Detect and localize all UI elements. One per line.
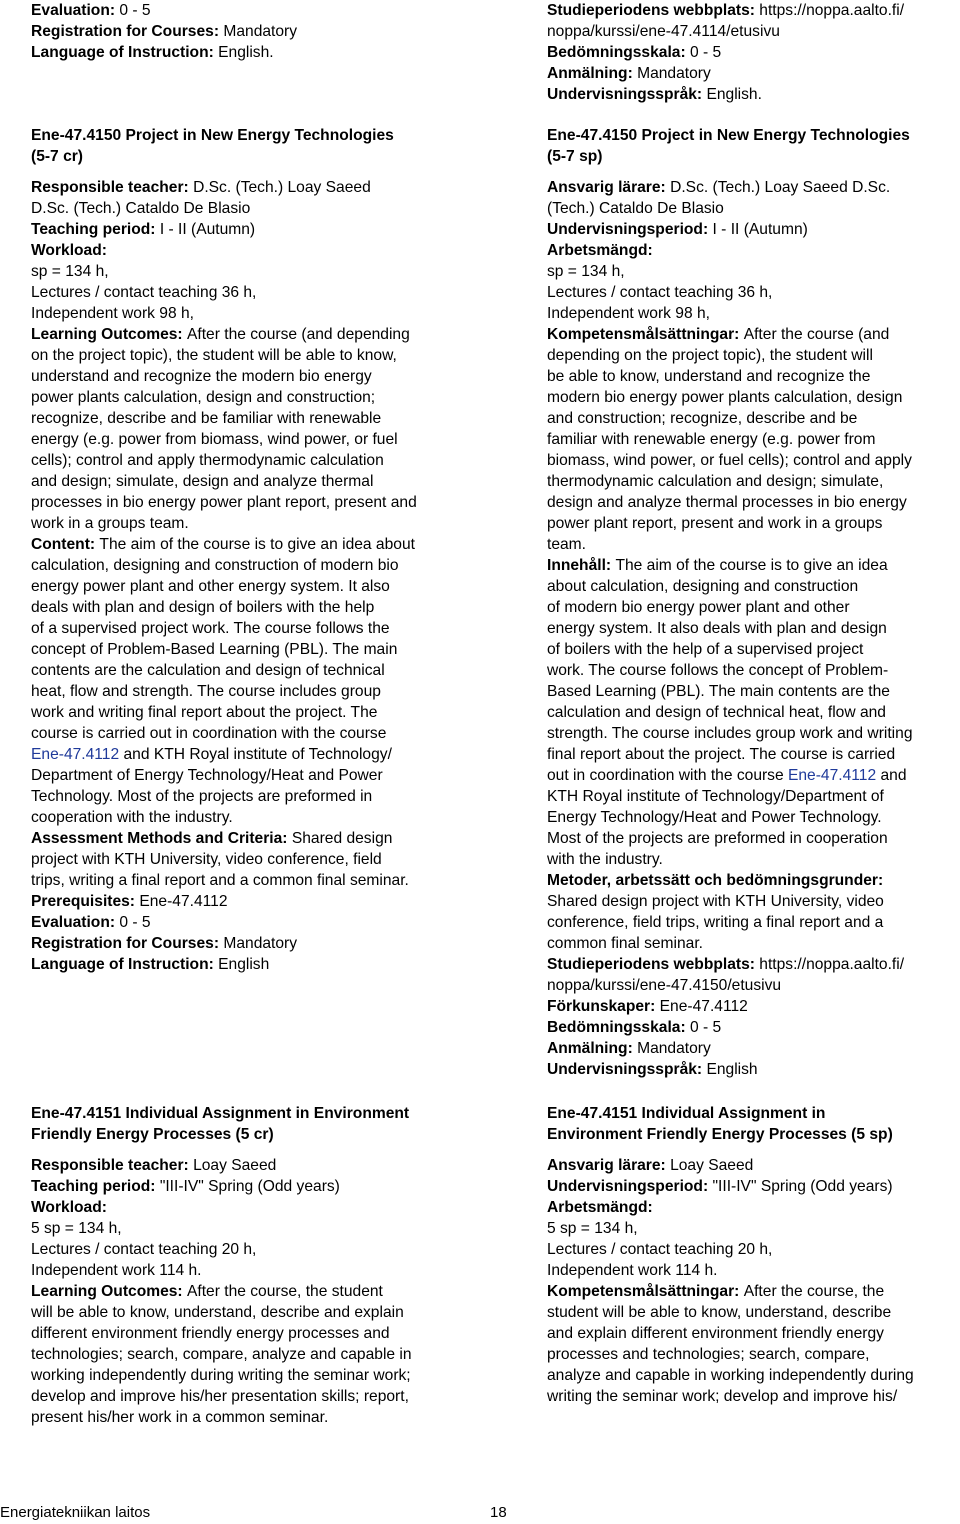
text-line xyxy=(547,849,959,870)
text-line xyxy=(31,534,471,555)
text-line xyxy=(547,513,959,534)
text-line xyxy=(31,408,471,429)
course-title-line: Ene-47.4151 Individual Assignment in xyxy=(547,1105,826,1122)
field-value: deals with plan and design of boilers with the help xyxy=(31,599,375,616)
field-label: Workload: xyxy=(31,1199,107,1216)
field-value: different environment friendly energy processes and xyxy=(31,1325,390,1342)
field-value: develop and improve his/her presentation skills; report, xyxy=(31,1388,409,1405)
text-line xyxy=(31,42,471,63)
course-title-ene-47-4150-en xyxy=(31,125,471,167)
field-label: Prerequisites: xyxy=(31,893,140,910)
text-line xyxy=(31,177,471,198)
text-line xyxy=(31,198,471,219)
field-value: thermodynamic calculation and design; simulate, xyxy=(547,473,884,490)
field-value: of modern bio energy power plant and other xyxy=(547,599,850,616)
text-line xyxy=(31,1386,471,1407)
field-label: Ansvarig lärare: xyxy=(547,1157,671,1174)
field-value: Lectures / contact teaching 36 h, xyxy=(31,284,257,301)
field-label: Studieperiodens webbplats: xyxy=(547,956,760,973)
text-line xyxy=(31,828,471,849)
field-value: and explain different environment friendly energy xyxy=(547,1325,884,1342)
field-label: Workload: xyxy=(31,242,107,259)
field-value: D.Sc. (Tech.) Loay Saeed D.Sc. xyxy=(670,179,891,196)
field-label: Responsible teacher: xyxy=(31,179,194,196)
text-line xyxy=(31,240,471,261)
field-value: trips, writing a final report and a common final seminar. xyxy=(31,872,409,889)
field-value: Lectures / contact teaching 20 h, xyxy=(31,1241,257,1258)
course-title-line: Friendly Energy Processes (5 cr) xyxy=(31,1126,274,1143)
text-line xyxy=(547,303,959,324)
text-line xyxy=(547,1176,959,1197)
text-line xyxy=(547,765,959,786)
field-value: Energy Technology/Heat and Power Technology. xyxy=(547,809,882,826)
field-value: project with KTH University, video conference, field xyxy=(31,851,382,868)
text-line xyxy=(31,324,471,345)
text-line xyxy=(31,870,471,891)
field-value: Loay Saeed xyxy=(193,1157,277,1174)
field-label: Content: xyxy=(31,536,100,553)
text-line xyxy=(31,723,471,744)
field-label: Undervisningsperiod: xyxy=(547,221,713,238)
field-label: Assessment Methods and Criteria: xyxy=(31,830,292,847)
course-code-link[interactable]: Ene-47.4112 xyxy=(31,746,120,763)
text-line xyxy=(547,954,959,975)
text-line xyxy=(547,1059,959,1080)
field-value: calculation and design of technical heat, flow and xyxy=(547,704,886,721)
text-line xyxy=(547,1197,959,1218)
text-line xyxy=(547,933,959,954)
field-value: English. xyxy=(706,86,762,103)
text-line xyxy=(31,450,471,471)
field-value: Ene-47.4112 xyxy=(659,998,748,1015)
field-label: Bedömningsskala: xyxy=(547,1019,690,1036)
text-line xyxy=(547,786,959,807)
field-value: Mandatory xyxy=(223,935,298,952)
field-label: Teaching period: xyxy=(31,1178,160,1195)
field-value: The aim of the course is to give an idea about xyxy=(99,536,415,553)
field-value: KTH Royal institute of Technology/Department of xyxy=(547,788,884,805)
field-label: Ansvarig lärare: xyxy=(547,179,671,196)
field-label: Responsible teacher: xyxy=(31,1157,194,1174)
field-value: Mandatory xyxy=(637,65,711,82)
field-value: student will be able to know, understand, describe xyxy=(547,1304,892,1321)
field-value: common final seminar. xyxy=(547,935,703,952)
text-line xyxy=(547,471,959,492)
field-value: concept of Problem-Based Learning (PBL). The main xyxy=(31,641,398,658)
field-value: 0 - 5 xyxy=(689,44,722,61)
field-value: Department of Energy Technology/Heat and Power xyxy=(31,767,383,784)
field-value: depending on the project topic), the student will xyxy=(547,347,873,364)
field-value: noppa/kurssi/ene-47.4150/etusivu xyxy=(547,977,782,994)
field-value: cooperation with the industry. xyxy=(31,809,233,826)
field-value: processes and technologies; search, compare, xyxy=(547,1346,870,1363)
text-line xyxy=(31,933,471,954)
field-value: energy system. It also deals with plan and design xyxy=(547,620,887,637)
field-value: English xyxy=(706,1061,758,1078)
text-line xyxy=(547,681,959,702)
text-line xyxy=(547,0,959,21)
field-value: final report about the project. The course is carried xyxy=(547,746,896,763)
field-label: Learning Outcomes: xyxy=(31,1283,187,1300)
field-label: Innehåll: xyxy=(547,557,616,574)
text-line xyxy=(547,345,959,366)
text-line xyxy=(31,765,471,786)
field-value: course is carried out in coordination with the course xyxy=(31,725,387,742)
field-value: recognize, describe and be familiar with renewable xyxy=(31,410,382,427)
text-line xyxy=(31,576,471,597)
text-line xyxy=(547,84,959,105)
field-value: team. xyxy=(547,536,586,553)
text-line xyxy=(547,261,959,282)
field-value: contents are the calculation and design of technical xyxy=(31,662,385,679)
field-value: power plants calculation, design and construction; xyxy=(31,389,376,406)
text-line xyxy=(31,1197,471,1218)
field-value: and construction; recognize, describe and be xyxy=(547,410,858,427)
field-value: heat, flow and strength. The course includes group xyxy=(31,683,381,700)
text-line xyxy=(31,387,471,408)
text-line xyxy=(31,366,471,387)
text-line xyxy=(547,912,959,933)
text-line xyxy=(547,597,959,618)
field-value: cells); control and apply thermodynamic calculation xyxy=(31,452,384,469)
text-line xyxy=(31,513,471,534)
field-value: I - II (Autumn) xyxy=(712,221,808,238)
footer-department: Energiatekniikan laitos xyxy=(0,1504,151,1521)
text-line xyxy=(31,1344,471,1365)
field-value: (Tech.) Cataldo De Blasio xyxy=(547,200,724,217)
field-label: Language of Instruction: xyxy=(31,956,219,973)
field-value: writing the seminar work; develop and improve his/ xyxy=(547,1388,898,1405)
course-title-ene-47-4151-sv xyxy=(547,1103,959,1145)
field-value: noppa/kurssi/ene-47.4114/etusivu xyxy=(547,23,780,40)
text-line xyxy=(547,366,959,387)
text-line xyxy=(547,282,959,303)
text-line xyxy=(31,1239,471,1260)
field-value: Independent work 98 h, xyxy=(547,305,710,322)
field-value: 5 sp = 134 h, xyxy=(31,1220,122,1237)
text-line xyxy=(31,219,471,240)
field-label: Evaluation: xyxy=(31,2,120,19)
field-value: Shared design xyxy=(291,830,393,847)
text-line xyxy=(31,282,471,303)
field-value: work in a groups team. xyxy=(31,515,189,532)
text-line xyxy=(547,387,959,408)
text-line xyxy=(31,345,471,366)
text-line xyxy=(31,1155,471,1176)
course-details-ene-47-4151-en xyxy=(31,1155,471,1428)
field-value: work. The course follows the concept of Problem- xyxy=(547,662,889,679)
course-title-line: Ene-47.4150 Project in New Energy Technologies xyxy=(547,127,910,144)
field-value: English xyxy=(218,956,270,973)
text-line xyxy=(547,324,959,345)
field-label: Language of Instruction: xyxy=(31,44,219,61)
field-value: energy power plant and other energy system. It also xyxy=(31,578,390,595)
field-value: Independent work 114 h. xyxy=(31,1262,202,1279)
text-line xyxy=(547,618,959,639)
field-value: sp = 134 h, xyxy=(31,263,109,280)
field-label: Bedömningsskala: xyxy=(547,44,690,61)
field-value: The aim of the course is to give an idea xyxy=(615,557,888,574)
text-line xyxy=(31,1407,471,1428)
field-value: 0 - 5 xyxy=(689,1019,722,1036)
field-value: strength. The course includes group work and writing xyxy=(547,725,913,742)
text-line xyxy=(31,639,471,660)
field-value: 5 sp = 134 h, xyxy=(547,1220,638,1237)
text-line xyxy=(547,891,959,912)
field-value: Shared design project with KTH University, video xyxy=(547,893,884,910)
field-label: Arbetsmängd: xyxy=(547,242,653,259)
field-label: Metoder, arbetssätt och bedömningsgrunder: xyxy=(547,872,884,889)
text-line xyxy=(547,63,959,84)
field-value: English. xyxy=(218,44,274,61)
field-value: Technology. Most of the projects are preformed in xyxy=(31,788,373,805)
field-value: D.Sc. (Tech.) Loay Saeed xyxy=(193,179,371,196)
course-title-line: (5-7 sp) xyxy=(547,148,603,165)
field-value: with the industry. xyxy=(547,851,663,868)
field-label: Undervisningsperiod: xyxy=(547,1178,713,1195)
text-line xyxy=(31,0,471,21)
text-line xyxy=(31,429,471,450)
text-line xyxy=(547,1323,959,1344)
text-line xyxy=(31,744,471,765)
text-line xyxy=(31,786,471,807)
field-value: will be able to know, understand, describe and explain xyxy=(31,1304,404,1321)
text-line xyxy=(31,555,471,576)
text-line xyxy=(547,240,959,261)
text-line xyxy=(31,1218,471,1239)
text-line xyxy=(31,261,471,282)
field-label: Learning Outcomes: xyxy=(31,326,187,343)
text-line xyxy=(31,660,471,681)
text-line xyxy=(547,702,959,723)
text-line xyxy=(31,1323,471,1344)
course-title-line: Environment Friendly Energy Processes (5 sp) xyxy=(547,1126,893,1143)
field-value: familiar with renewable energy (e.g. power from xyxy=(547,431,876,448)
field-value: and xyxy=(876,767,907,784)
field-label: Kompetensmålsättningar: xyxy=(547,326,744,343)
text-line xyxy=(547,660,959,681)
field-value: analyze and capable in working independently during xyxy=(547,1367,914,1384)
text-line xyxy=(547,639,959,660)
field-value: work and writing final report about the project. The xyxy=(31,704,378,721)
course-title-ene-47-4151-en xyxy=(31,1103,471,1145)
field-value: After the course, the xyxy=(743,1283,885,1300)
field-value: out in coordination with the course xyxy=(547,767,788,784)
field-label: Undervisningsspråk: xyxy=(547,1061,707,1078)
text-line xyxy=(547,555,959,576)
field-value: Based Learning (PBL). The main contents are the xyxy=(547,683,890,700)
text-line xyxy=(31,303,471,324)
field-value: 0 - 5 xyxy=(119,2,151,19)
right-top-info xyxy=(547,0,959,105)
text-line xyxy=(547,1155,959,1176)
course-title-line: (5-7 cr) xyxy=(31,148,83,165)
text-line xyxy=(547,1302,959,1323)
text-line xyxy=(31,912,471,933)
text-line xyxy=(547,1344,959,1365)
field-value: Lectures / contact teaching 36 h, xyxy=(547,284,773,301)
field-value: design and analyze thermal processes in bio energy xyxy=(547,494,907,511)
course-title-line: Ene-47.4150 Project in New Energy Technologies xyxy=(31,127,394,144)
field-value: Independent work 114 h. xyxy=(547,1262,718,1279)
field-value: After the course (and xyxy=(743,326,890,343)
text-line xyxy=(547,1017,959,1038)
field-value: D.Sc. (Tech.) Cataldo De Blasio xyxy=(31,200,251,217)
text-line xyxy=(31,21,471,42)
field-label: Förkunskaper: xyxy=(547,998,660,1015)
field-value: of a supervised project work. The course follows the xyxy=(31,620,390,637)
text-line xyxy=(31,702,471,723)
field-value: biomass, wind power, or fuel cells); control and apply xyxy=(547,452,912,469)
text-line xyxy=(547,576,959,597)
field-value: about calculation, designing and construction xyxy=(547,578,859,595)
field-value: I - II (Autumn) xyxy=(159,221,256,238)
text-line xyxy=(31,492,471,513)
field-value: working independently during writing the seminar work; xyxy=(31,1367,411,1384)
field-label: Registration for Courses: xyxy=(31,23,224,40)
field-label: Anmälning: xyxy=(547,65,638,82)
text-line xyxy=(31,597,471,618)
field-value: https://noppa.aalto.fi/ xyxy=(759,2,905,19)
text-line xyxy=(547,723,959,744)
text-line xyxy=(547,429,959,450)
field-value: After the course, the student xyxy=(186,1283,383,1300)
field-value: After the course (and depending xyxy=(186,326,410,343)
course-details-ene-47-4150-en xyxy=(31,177,471,975)
field-value: Independent work 98 h, xyxy=(31,305,194,322)
field-value: Most of the projects are preformed in cooperation xyxy=(547,830,888,847)
course-details-ene-47-4151-sv xyxy=(547,1155,959,1407)
field-label: Arbetsmängd: xyxy=(547,1199,653,1216)
field-value: "III-IV" Spring (Odd years) xyxy=(712,1178,893,1195)
text-line xyxy=(31,1365,471,1386)
text-line xyxy=(547,198,959,219)
field-value: and design; simulate, design and analyze thermal xyxy=(31,473,374,490)
field-value: Lectures / contact teaching 20 h, xyxy=(547,1241,773,1258)
text-line xyxy=(31,891,471,912)
field-value: Mandatory xyxy=(637,1040,711,1057)
field-label: Studieperiodens webbplats: xyxy=(547,2,760,19)
text-line xyxy=(547,219,959,240)
text-line xyxy=(31,471,471,492)
text-line xyxy=(31,618,471,639)
field-value: of boilers with the help of a supervised project xyxy=(547,641,864,658)
text-line xyxy=(31,849,471,870)
field-value: and KTH Royal institute of Technology/ xyxy=(119,746,392,763)
field-value: calculation, designing and construction of modern bio xyxy=(31,557,399,574)
field-label: Registration for Courses: xyxy=(31,935,224,952)
text-line xyxy=(31,1260,471,1281)
course-title-line: Ene-47.4151 Individual Assignment in Environment xyxy=(31,1105,410,1122)
field-value: understand and recognize the modern bio energy xyxy=(31,368,372,385)
text-line xyxy=(547,492,959,513)
field-value: https://noppa.aalto.fi/ xyxy=(759,956,905,973)
text-line xyxy=(31,954,471,975)
field-value: Mandatory xyxy=(223,23,298,40)
field-value: technologies; search, compare, analyze and capable in xyxy=(31,1346,412,1363)
field-value: 0 - 5 xyxy=(119,914,151,931)
field-value: energy (e.g. power from biomass, wind power, or fuel xyxy=(31,431,398,448)
text-line xyxy=(547,807,959,828)
text-line xyxy=(547,534,959,555)
text-line xyxy=(547,744,959,765)
text-line xyxy=(547,975,959,996)
course-title-ene-47-4150-sv xyxy=(547,125,959,167)
field-label: Kompetensmålsättningar: xyxy=(547,1283,744,1300)
field-label: Undervisningsspråk: xyxy=(547,86,707,103)
text-line xyxy=(547,450,959,471)
field-value: power plant report, present and work in a groups xyxy=(547,515,883,532)
field-label: Evaluation: xyxy=(31,914,120,931)
text-line xyxy=(547,1281,959,1302)
text-line xyxy=(547,1239,959,1260)
text-line xyxy=(31,1302,471,1323)
field-value: Ene-47.4112 xyxy=(139,893,228,910)
field-value: Loay Saeed xyxy=(670,1157,754,1174)
text-line xyxy=(547,828,959,849)
text-line xyxy=(547,408,959,429)
text-line xyxy=(547,870,959,891)
field-value: modern bio energy power plants calculation, design xyxy=(547,389,903,406)
field-label: Anmälning: xyxy=(547,1040,638,1057)
field-value: sp = 134 h, xyxy=(547,263,625,280)
text-line xyxy=(31,1281,471,1302)
field-value: present his/her work in a common seminar. xyxy=(31,1409,329,1426)
field-value: "III-IV" Spring (Odd years) xyxy=(159,1178,340,1195)
page-number: 18 xyxy=(490,1504,507,1521)
text-line xyxy=(547,177,959,198)
field-value: on the project topic), the student will be able to know, xyxy=(31,347,397,364)
field-value: processes in bio energy power plant report, present and xyxy=(31,494,417,511)
text-line xyxy=(31,681,471,702)
field-value: be able to know, understand and recognize the xyxy=(547,368,871,385)
course-code-link[interactable]: Ene-47.4112 xyxy=(787,767,877,784)
field-label: Teaching period: xyxy=(31,221,160,238)
text-line xyxy=(31,807,471,828)
text-line xyxy=(547,1260,959,1281)
text-line xyxy=(547,1365,959,1386)
text-line xyxy=(547,996,959,1017)
text-line xyxy=(547,1386,959,1407)
text-line xyxy=(547,1218,959,1239)
course-details-ene-47-4150-sv xyxy=(547,177,959,1080)
text-line xyxy=(547,42,959,63)
text-line xyxy=(31,1176,471,1197)
left-top-info xyxy=(31,0,471,63)
text-line xyxy=(547,21,959,42)
text-line xyxy=(547,1038,959,1059)
field-value: conference, field trips, writing a final report and a xyxy=(547,914,884,931)
